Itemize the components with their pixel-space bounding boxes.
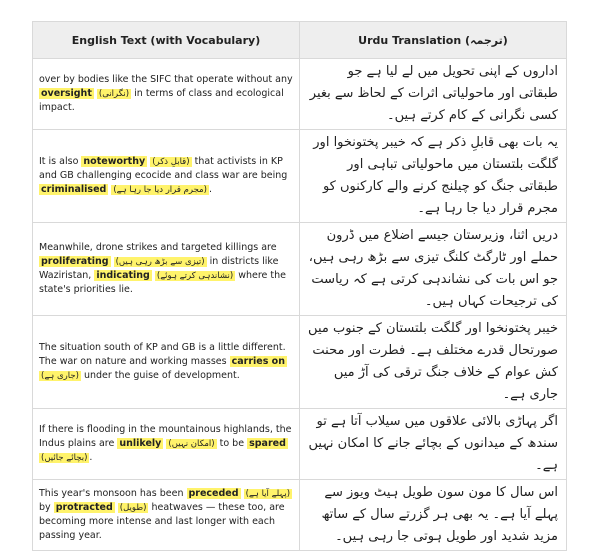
- vocab-gloss: (مجرم قرار دیا جا رہا ہے): [113, 185, 207, 195]
- vocab-keyword: protracted: [55, 502, 113, 513]
- english-text: in districts like Waziristan,: [39, 256, 279, 281]
- vocab-keyword: criminalised: [41, 184, 107, 195]
- english-text: that activists in KP and GB challenging ecocide and class war are being: [39, 156, 288, 181]
- table-row: [33, 223, 567, 316]
- english-text: If there is flooding in the mountainous highlands, the Indus plains are: [39, 424, 292, 449]
- english-cell: [33, 130, 300, 223]
- table-row: [33, 59, 567, 130]
- english-text: Meanwhile, drone strikes and targeted killings are: [39, 242, 277, 253]
- table-row: [33, 409, 567, 480]
- english-text: to be: [219, 438, 245, 449]
- english-text: .: [208, 184, 212, 195]
- english-text: by: [39, 502, 51, 513]
- vocab-keyword: indicating: [96, 270, 150, 281]
- table-row: [33, 316, 567, 409]
- vocab-gloss: (پہلے آیا ہے): [245, 489, 291, 499]
- english-text: This year's monsoon has been: [39, 488, 184, 499]
- english-text: under the guise of development.: [83, 370, 240, 381]
- english-text: in terms of class and ecological impact.: [39, 88, 284, 113]
- urdu-cell: اس سال کا مون سون طویل ہیٹ ویوز سے پہلے آیا ہے۔ یہ بھی ہر گزرتے سال کے ساتھ مزید شدید اور طویل ہوتی جا رہی ہیں۔: [300, 480, 567, 551]
- vocab-keyword: noteworthy: [83, 156, 146, 167]
- vocab-gloss: (طویل): [119, 503, 147, 513]
- english-cell: [33, 316, 300, 409]
- vocab-keyword: spared: [249, 438, 286, 449]
- english-cell: [33, 59, 300, 130]
- urdu-cell: اداروں کے اپنی تحویل میں لے لیا ہے جو طبقاتی اور ماحولیاتی اثرات کے لحاظ سے بغیر کسی نگرانی کے کام کرتے ہیں۔: [300, 59, 567, 130]
- vocabulary-table: [32, 21, 567, 551]
- vocab-gloss: (نگرانی): [98, 89, 130, 99]
- table-row: [33, 480, 567, 551]
- english-text: over by bodies like the SIFC that operate without any: [39, 74, 293, 85]
- vocab-keyword: preceded: [188, 488, 239, 499]
- english-cell: [33, 223, 300, 316]
- table-header-row: [33, 22, 567, 59]
- english-cell: [33, 480, 300, 551]
- table-row: [33, 130, 567, 223]
- header-english: English Text (with Vocabulary): [33, 22, 300, 59]
- english-text: where the state's priorities lie.: [39, 270, 286, 295]
- vocab-gloss: (نشاندہی کرتے ہوئے): [156, 271, 234, 281]
- vocab-gloss: (جاری ہے): [41, 371, 79, 381]
- english-text: heatwaves — these too, are becoming more intense and last longer with each passing year.: [39, 502, 285, 541]
- vocab-gloss: (قابلِ ذکر): [152, 157, 190, 167]
- urdu-cell: دریں اثنا، وزیرستان جیسے اضلاع میں ڈرون حملے اور ٹارگٹ کلنگ تیزی سے بڑھ رہی ہیں، جو اس بات کی نشاندہی کرتی ہے کہ ریاست کی ترجیحات کہاں ہیں۔: [300, 223, 567, 316]
- english-text: It is also: [39, 156, 79, 167]
- urdu-cell: اگر پہاڑی بالائی علاقوں میں سیلاب آتا ہے تو سندھ کے میدانوں کے بچائے جانے کا امکان نہیں ہے۔: [300, 409, 567, 480]
- urdu-cell: یہ بات بھی قابلِ ذکر ہے کہ خیبر پختونخوا اور گلگت بلتستان میں ماحولیاتی تباہی اور طبقاتی جنگ کو چیلنج کرنے والے کارکنوں کو مجرم قرار دیا جا رہا ہے۔: [300, 130, 567, 223]
- vocab-keyword: unlikely: [119, 438, 162, 449]
- english-text: The situation south of KP and GB is a little different. The war on nature and working masses: [39, 342, 286, 367]
- vocab-keyword: carries on: [231, 356, 285, 367]
- urdu-cell: خیبر پختونخوا اور گلگت بلتستان کے جنوب میں صورتحال قدرے مختلف ہے۔ فطرت اور محنت کش عوام کے خلاف جنگ ترقی کی آڑ میں جاری ہے۔: [300, 316, 567, 409]
- vocab-gloss: (بچائے جائیں): [41, 453, 88, 463]
- header-urdu: Urdu Translation (ترجمہ): [300, 22, 567, 59]
- vocab-gloss: (امکان نہیں): [168, 439, 215, 449]
- english-text: .: [89, 452, 93, 463]
- vocab-gloss: (تیزی سے بڑھ رہی ہیں): [115, 257, 205, 267]
- english-cell: [33, 409, 300, 480]
- vocab-keyword: oversight: [41, 88, 92, 99]
- vocab-keyword: proliferating: [41, 256, 109, 267]
